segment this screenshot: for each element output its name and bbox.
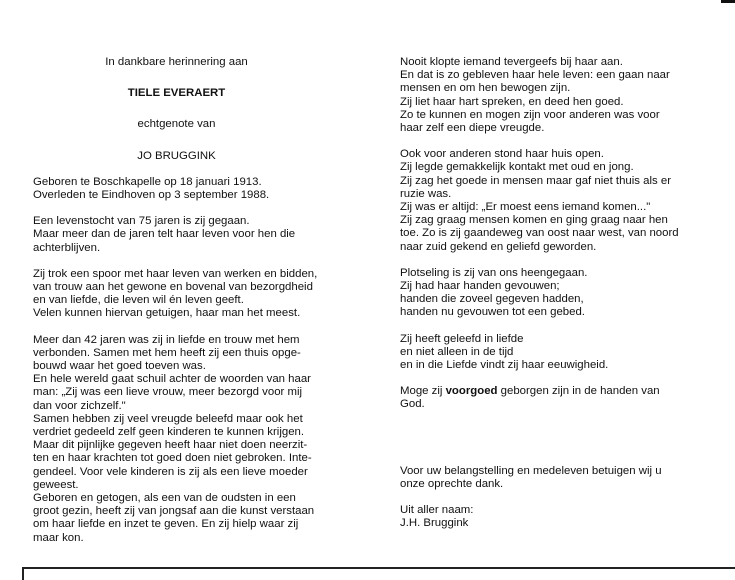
deceased-name: TIELE EVERAERT	[127, 87, 226, 100]
right-column	[400, 56, 690, 530]
text-line: dan voor zichzelf."	[33, 399, 126, 412]
text-span: Moge zij	[400, 385, 446, 398]
text-line: mensen en om hen bewogen zijn.	[400, 82, 571, 95]
right-paragraph-3	[400, 267, 690, 320]
text-line: Maar meer dan de jaren telt haar leven voor hen die	[33, 228, 296, 241]
top-right-edge-mark	[721, 0, 735, 3]
text-line: van trouw aan het gewone en bovenal van bezorgdheid	[33, 281, 313, 294]
text-line: naar zuid gekend en geliefd geworden.	[400, 240, 597, 253]
thanks-block	[400, 465, 690, 491]
text-line: Samen hebben zij veel vreugde beleefd maar ook het	[33, 412, 303, 425]
text-line: Zij legde gemakkelijk kontakt met oud en jong.	[400, 161, 634, 174]
text-line: Zij liet haar hart spreken, en deed hen goed.	[400, 95, 624, 108]
bold-word: voorgoed	[445, 385, 498, 398]
text-line: en niet alleen in de tijd	[400, 345, 514, 358]
bottom-border-line	[22, 567, 735, 569]
text-line: Voor uw belangstelling en medeleven betuigen wij u	[400, 464, 662, 477]
left-paragraph-3	[33, 334, 320, 545]
text-line: en van liefde, die leven wil én leven geeft.	[33, 294, 244, 307]
birth-line: Geboren te Boschkapelle op 18 januari 1913.	[33, 175, 262, 188]
text-line: God.	[400, 398, 425, 411]
intro-line: In dankbare herinnering aan	[105, 56, 248, 68]
text-line: Maar dit pijnlijke gegeven heeft haar niet doen neerzit-	[33, 439, 308, 452]
text-line: handen die zoveel gegeven hadden,	[400, 293, 584, 306]
right-poem	[400, 333, 690, 373]
text-line: Zij was er altijd: „Er moest eens iemand komen..."	[400, 201, 651, 214]
text-line: Een levenstocht van 75 jaren is zij gegaan.	[33, 215, 250, 228]
text-line: man: „Zij was een lieve vrouw, meer bezorgd voor mij	[33, 386, 303, 399]
text-line: Meer dan 42 jaren was zij in liefde en trouw met hem	[33, 333, 300, 346]
signoff-block	[400, 504, 690, 530]
text-line: groot gezin, heeft zij van jongsaf aan die kunst verstaan	[33, 505, 315, 518]
spouse-name: JO BRUGGINK	[137, 149, 216, 162]
signature-name: J.H. Bruggink	[400, 517, 469, 530]
dates-block	[33, 176, 320, 202]
text-span: geborgen zijn in de handen van	[497, 385, 660, 398]
text-line: bouwd waar het goed toeven was.	[33, 360, 206, 373]
text-line: Velen kunnen hiervan getuigen, haar man het meest.	[33, 307, 301, 320]
left-paragraph-2	[33, 268, 320, 321]
blessing-line	[400, 385, 690, 398]
text-line: Uit aller naam:	[400, 504, 474, 517]
text-line: En hele wereld gaat schuil achter de woorden van haar	[33, 373, 311, 386]
right-paragraph-2	[400, 148, 690, 254]
bottom-corner-tick	[22, 567, 24, 580]
text-line: Nooit klopte iemand tevergeefs bij haar aan.	[400, 56, 623, 68]
text-line: ten en haar krachten tot goed doen niet gebroken. Inte-	[33, 452, 312, 465]
text-line: Zij zag het goede in mensen maar gaf niet thuis als er	[400, 174, 671, 187]
text-line: en in die Liefde vindt zij haar eeuwigheid.	[400, 359, 609, 372]
text-line: verdriet gedeeld zelf geen kinderen te kunnen krijgen.	[33, 426, 305, 439]
text-line: geweest.	[33, 478, 79, 491]
left-paragraph-1	[33, 215, 320, 255]
text-line: ruzie was.	[400, 187, 452, 200]
text-line: achterblijven.	[33, 241, 101, 254]
text-line: toe. Zo is zij gaandeweg van oost naar west, van noord	[400, 227, 679, 240]
text-line: om haar liefde en inzet te geven. En zij hielp waar zij	[33, 518, 299, 531]
text-line: Plotseling is zij van ons heengegaan.	[400, 266, 588, 279]
text-line: maar kon.	[33, 531, 84, 544]
text-line: Zo te kunnen en mogen zijn voor anderen was voor	[400, 108, 660, 121]
text-line: En dat is zo gebleven haar hele leven: een gaan naar	[400, 69, 670, 82]
death-line: Overleden te Eindhoven op 3 september 1988.	[33, 189, 270, 202]
text-line: haar zelf een diepe vreugde.	[400, 122, 545, 135]
text-line: Geboren en getogen, als een van de oudsten in een	[33, 492, 296, 505]
text-line: onze oprechte dank.	[400, 477, 504, 490]
right-blessing	[400, 385, 690, 411]
text-line: verbonden. Samen met hem heeft zij een thuis opge-	[33, 346, 301, 359]
text-line: Zij had haar handen gevouwen;	[400, 280, 560, 293]
text-line: Zij zag graag mensen komen en ging graag naar hen	[400, 214, 668, 227]
text-line: Ook voor anderen stond haar huis open.	[400, 148, 604, 161]
text-line: Zij trok een spoor met haar leven van werken en bidden,	[33, 267, 318, 280]
text-line: Zij heeft geleefd in liefde	[400, 332, 524, 345]
left-column	[33, 56, 320, 545]
text-line: gendeel. Voor vele kinderen is zij als een lieve moeder	[33, 465, 308, 478]
relation-line: echtgenote van	[137, 118, 216, 131]
text-line: handen nu gevouwen tot een gebed.	[400, 306, 585, 319]
right-paragraph-1	[400, 56, 690, 135]
